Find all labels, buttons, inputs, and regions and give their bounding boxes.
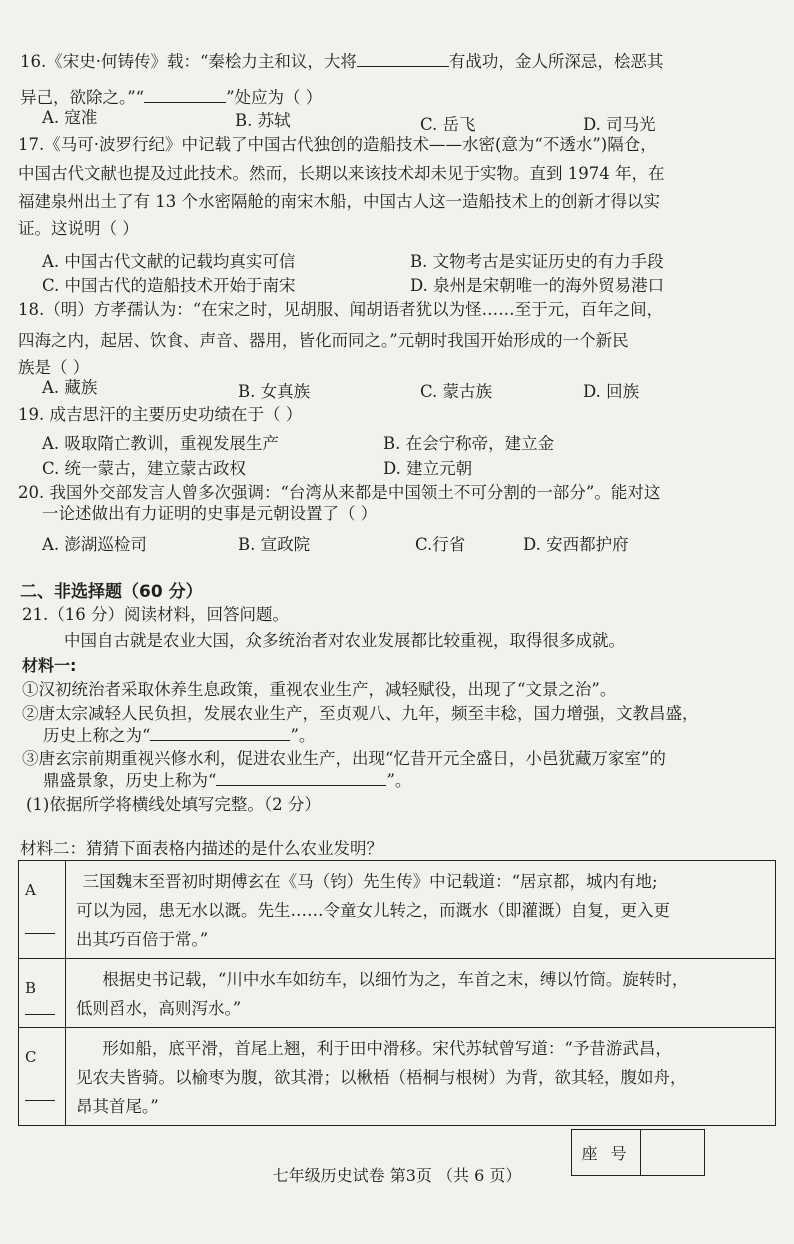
q16-line1 xyxy=(20,48,663,72)
q19-option-d[interactable]: D. 建立元朝 xyxy=(383,459,473,478)
q20-option-d[interactable]: D. 安西都护府 xyxy=(523,535,629,554)
q17-line2: 中国古代文献也提及过此技术。然而，长期以来该技术却未见于实物。直到 1974 年，在 xyxy=(18,164,665,183)
material1-item1: ①汉初统治者采取休养生息政策，重视农业生产，减轻赋役，出现了“文景之治”。 xyxy=(22,680,617,699)
material2-table xyxy=(18,860,776,1126)
row-a-line2: 可以为园，患无水以溉。先生……令童女儿转之，而溉水（即灌溉）自复，更入更 xyxy=(76,901,670,920)
q18-line3: 族是（ ） xyxy=(18,358,90,377)
q19-option-a[interactable]: A. 吸取隋亡教训，重视发展生产 xyxy=(42,434,279,453)
row-letter: C xyxy=(25,1048,37,1066)
row-c-line2: 见农夫皆骑。以榆枣为腹，欲其滑；以楸梧（梧桐与根树）为背，欲其轻，腹如舟， xyxy=(76,1068,687,1087)
q18-line2: 四海之内，起居、饮食、声音、器用，皆化而同之。”元朝时我国开始形成的一个新民 xyxy=(18,331,629,350)
q17-option-a[interactable]: A. 中国古代文献的记载均真实可信 xyxy=(42,252,296,271)
row-letter: A xyxy=(25,881,36,899)
answer-line[interactable] xyxy=(25,933,55,934)
q16-option-c[interactable]: C. 岳飞 xyxy=(420,115,476,134)
q20-line2: 一论述做出有力证明的史事是元朝设置了（ ） xyxy=(42,504,378,523)
tang-blank[interactable] xyxy=(150,724,290,742)
table-row xyxy=(19,959,776,1028)
q16-option-b[interactable]: B. 苏轼 xyxy=(235,111,291,130)
section2-heading: 二、非选择题（60 分） xyxy=(20,582,203,602)
row-b-line2: 低则舀水，高则泻水。” xyxy=(76,999,242,1018)
material1-item2-text: 历史上称之为“ xyxy=(43,726,151,745)
row-c-desc xyxy=(66,1028,776,1126)
q18-option-c[interactable]: C. 蒙古族 xyxy=(420,382,493,401)
material1-item3-line1: ③唐玄宗前期重视兴修水利，促进农业生产，出现“忆昔开元全盛日，小邑犹藏万家室”的 xyxy=(22,749,666,768)
q19-line1: 19. 成吉思汗的主要历史功绩在于（ ） xyxy=(18,405,303,424)
q20-option-a[interactable]: A. 澎湖巡检司 xyxy=(42,535,147,554)
material1-item2-line2 xyxy=(43,722,315,746)
q17-option-d[interactable]: D. 泉州是宋朝唯一的海外贸易港口 xyxy=(410,276,665,295)
q21-sub1: (1)依据所学将横线处填写完整。（2 分） xyxy=(26,795,321,814)
row-c-line1: 形如船，底平滑，首尾上翘，利于田中滑移。宋代苏轼曾写道：“予昔游武昌， xyxy=(102,1039,672,1058)
table-row xyxy=(19,861,776,959)
q20-option-b[interactable]: B. 宣政院 xyxy=(238,535,311,554)
seat-number-label: 座 号 xyxy=(572,1130,641,1175)
row-b-desc xyxy=(66,959,776,1028)
kaiyuan-blank[interactable] xyxy=(216,769,386,787)
q17-line3: 福建泉州出土了有 13 个水密隔舱的南宋木船，中国古人这一造船技术上的创新才得以实 xyxy=(18,192,660,211)
q16-option-a[interactable]: A. 寇准 xyxy=(42,108,98,127)
q18-option-b[interactable]: B. 女真族 xyxy=(238,382,311,401)
material1-label: 材料一: xyxy=(22,656,77,675)
row-c-letter-cell xyxy=(19,1028,66,1126)
q16-blank-1 xyxy=(357,50,449,68)
q21-lead: 中国自古就是农业大国，众多统治者对农业发展都比较重视，取得很多成就。 xyxy=(64,631,625,650)
q16-text-a: 16.《宋史·何铸传》载：“秦桧力主和议，大将 xyxy=(20,52,357,71)
q17-line4: 证。这说明（ ） xyxy=(18,219,139,238)
row-a-desc xyxy=(66,861,776,959)
page-footer: 七年级历史试卷 第3页 （共 6 页） xyxy=(272,1166,522,1185)
q16-blank-2 xyxy=(144,86,226,104)
q16-option-d[interactable]: D. 司马光 xyxy=(583,115,656,134)
material1-item2-close: ”。 xyxy=(290,726,316,745)
material2-label: 材料二：猜猜下面表格内描述的是什么农业发明？ xyxy=(20,839,383,858)
material1-item3-line2 xyxy=(43,767,411,791)
q19-option-c[interactable]: C. 统一蒙古，建立蒙古政权 xyxy=(42,459,247,478)
q18-line1: 18.（明）方孝孺认为：“在宋之时，见胡服、闻胡语者犹以为怪……至于元，百年之间， xyxy=(18,300,664,319)
q16-text-d: ”处应为（ ） xyxy=(226,88,323,107)
q16-text-c: 异己，欲除之。”“ xyxy=(20,88,145,107)
q20-option-c[interactable]: C.行省 xyxy=(415,535,466,554)
material1-item3-text: 鼎盛景象，历史上称为“ xyxy=(43,771,217,790)
q18-option-d[interactable]: D. 回族 xyxy=(583,382,640,401)
q18-option-a[interactable]: A. 藏族 xyxy=(42,378,98,397)
row-c-line3: 昂其首尾。” xyxy=(76,1097,159,1116)
answer-line[interactable] xyxy=(25,1100,55,1101)
q17-option-b[interactable]: B. 文物考古是实证历史的有力手段 xyxy=(410,252,664,271)
row-a-line1: 三国魏末至晋初时期傅玄在《马（钧）先生传》中记载道：“居京都，城内有地; xyxy=(82,872,658,891)
row-b-letter-cell xyxy=(19,959,66,1028)
q17-option-c[interactable]: C. 中国古代的造船技术开始于南宋 xyxy=(42,276,296,295)
row-a-line3: 出其巧百倍于常。” xyxy=(76,930,209,949)
row-a-letter-cell xyxy=(19,861,66,959)
answer-line[interactable] xyxy=(25,1014,55,1015)
table-row xyxy=(19,1028,776,1126)
row-letter: B xyxy=(25,979,37,997)
q20-line1: 20. 我国外交部发言人曾多次强调：“台湾从来都是中国领土不可分割的一部分”。能对这 xyxy=(18,483,661,502)
row-b-line1: 根据史书记载，“川中水车如纺车，以细竹为之，车首之末，缚以竹筒。旋转时， xyxy=(102,970,689,989)
q21-intro: 21.（16 分）阅读材料，回答问题。 xyxy=(22,605,289,624)
q17-line1: 17.《马可·波罗行纪》中记载了中国古代独创的造船技术——水密(意为“不透水”)隔仓， xyxy=(18,135,657,154)
material1-item2-line1: ②唐太宗减轻人民负担，发展农业生产，至贞观八、九年，频至丰稔，国力增强，文教昌盛， xyxy=(22,704,699,723)
q19-option-b[interactable]: B. 在会宁称帝，建立金 xyxy=(383,434,555,453)
q16-text-b: 有战功，金人所深忌，桧恶其 xyxy=(448,52,664,71)
material1-item3-close: ”。 xyxy=(386,771,412,790)
